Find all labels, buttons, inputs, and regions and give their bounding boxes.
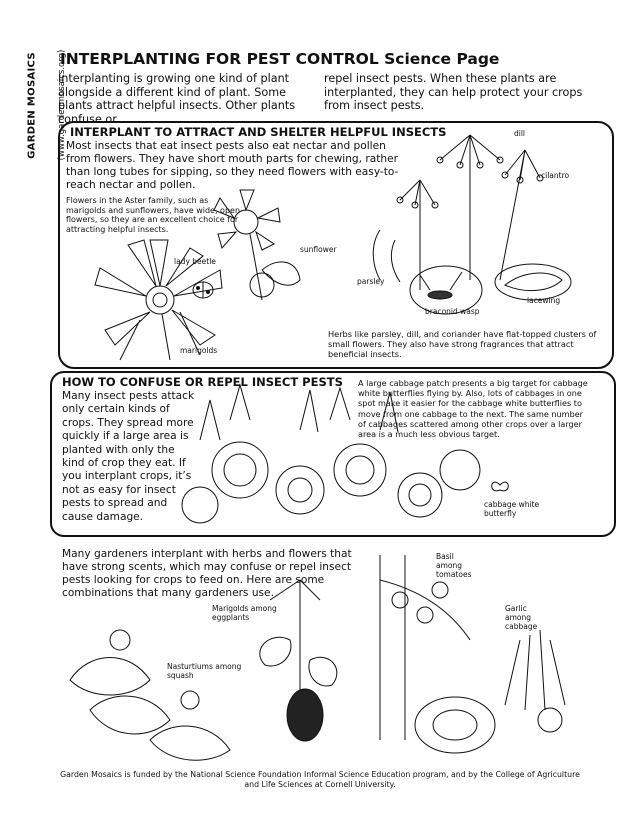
- cabbage-note: A large cabbage patch presents a big target for cabbage white butterflies flying by. Also, lots of cabbages in one spot make it easier for the cabbage white butterflies to move from one cabbage to the next. The same number of cabbages scattered among other crops over a larger area is a much less obvious target.: [358, 378, 588, 440]
- label-marigolds-eggplants: Marigolds among eggplants: [212, 604, 277, 622]
- section-attract-heading: INTERPLANT TO ATTRACT AND SHELTER HELPFUL INSECTS: [70, 125, 447, 139]
- label-lacewing: lacewing: [527, 296, 561, 305]
- garlic-illustration: [505, 630, 565, 732]
- page-title: INTERPLANTING FOR PEST CONTROL Science Page: [60, 50, 500, 68]
- section-repel-heading: HOW TO CONFUSE OR REPEL INSECT PESTS: [62, 375, 343, 389]
- label-garlic-cabbage: Garlic among cabbage: [505, 604, 538, 631]
- label-parsley: parsley: [357, 277, 385, 286]
- intro-column-2: repel insect pests. When these plants are interplanted, they can help protect your crops from insect pests.: [324, 72, 583, 112]
- label-dill: dill: [514, 129, 526, 138]
- label-lady-beetle: lady beetle: [174, 257, 216, 266]
- label-nasturtiums-squash: Nasturtiums among squash: [167, 662, 242, 680]
- intro-column-1: Interplanting is growing one kind of plant alongside a different kind of plant. Some plants attract helpful insects. Other plants confuse or: [58, 72, 296, 126]
- label-sunflower: sunflower: [300, 245, 337, 254]
- section-attract-body: Most insects that eat insect pests also eat nectar and pollen from flowers. They have short mouth parts for chewing, rather than long tubes for sipping, so they need flowers with easy-to-reach nectar and pollen.: [66, 140, 399, 191]
- label-cabbage-white: cabbage white butterfly: [484, 500, 540, 518]
- label-marigolds: marigolds: [180, 346, 218, 355]
- sidebar-brand: [14, 49, 67, 172]
- aster-note: Flowers in the Aster family, such as marigolds and sunflowers, have wide, open flowers, so they are an excellent choice for attracting helpful insects.: [66, 196, 241, 234]
- cabbage-illustration: [415, 697, 495, 753]
- section-combos-body: Many gardeners interplant with herbs and flowers that have strong scents, which may confuse or repel insect pests looking for crops to feed on. Here are some combinations that many gardeners use.: [62, 548, 352, 599]
- squash-illustration: [70, 630, 230, 760]
- label-basil-tomatoes: Basil among tomatoes: [436, 552, 472, 579]
- page-footer: Garden Mosaics is funded by the National Science Foundation Informal Science Education program, and by the College of Agriculture and Life Sciences at Cornell University.: [60, 770, 580, 789]
- brand-name: GARDEN MOSAICS: [26, 52, 38, 159]
- label-cilantro: cilantro: [541, 171, 570, 180]
- section-repel-body: Many insect pests attack only certain kinds of crops. They spread more quickly if a large area is planted with only the kind of crop they eat. If you interplant crops, it’s not as easy for insect pests to spread and cause damage.: [62, 390, 195, 523]
- tomato-illustration: [380, 555, 470, 740]
- herbs-note: Herbs like parsley, dill, and coriander have flat-topped clusters of small flowers. They also have strong fragrances that attract beneficial insects.: [328, 329, 597, 359]
- label-braconid-wasp: braconid wasp: [425, 307, 480, 316]
- brand-url: (www.gardenmosaics.org): [57, 49, 67, 161]
